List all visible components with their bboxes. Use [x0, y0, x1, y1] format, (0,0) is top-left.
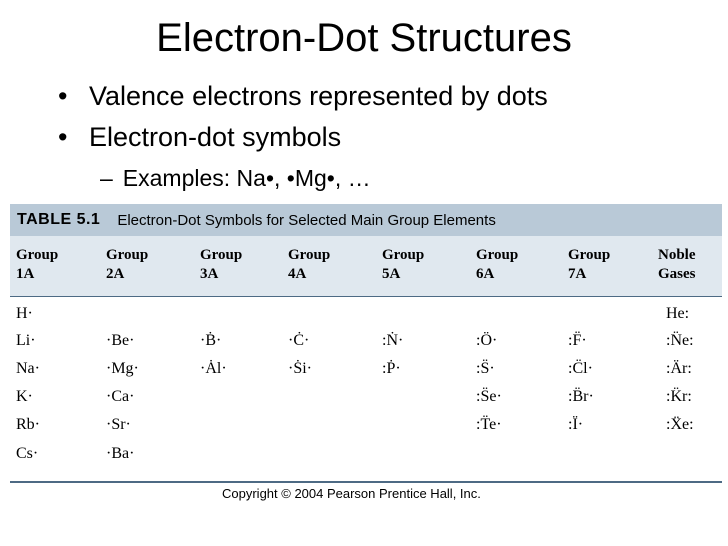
- table-cell: :Ẍe:: [666, 416, 694, 433]
- bullet-mark: •: [58, 81, 68, 111]
- table-header-row: [10, 236, 722, 296]
- table-cell: :K̈r:: [666, 388, 692, 405]
- table-caption-bar: [10, 204, 722, 236]
- table-bottom-rule: [10, 481, 722, 483]
- bullet-mark: •: [58, 122, 68, 152]
- column-header: Group 3A: [200, 247, 243, 282]
- table-cell: :Ï·: [568, 416, 584, 433]
- table-cell: ·Be·: [106, 332, 135, 349]
- table-cell: :S̈·: [476, 360, 495, 377]
- table-cell: K·: [16, 388, 33, 405]
- electron-dot-table: [10, 204, 722, 482]
- bullet-text: Valence electrons represented by dots: [89, 81, 548, 111]
- table-cell: :S̈e·: [476, 388, 502, 405]
- table-cell: ·Ca·: [106, 388, 135, 405]
- copyright-notice: Copyright © 2004 Pearson Prentice Hall, Inc.: [222, 486, 481, 501]
- table-cell: :T̈e·: [476, 416, 502, 433]
- table-cell: Rb·: [16, 416, 40, 433]
- bullet-text: Electron-dot symbols: [89, 122, 342, 152]
- column-header: Noble Gases: [658, 247, 696, 282]
- table-cell: ·Mg·: [106, 360, 139, 377]
- table-cell: Cs·: [16, 445, 39, 462]
- table-cell: Na·: [16, 360, 40, 377]
- table-cell: ·Sr·: [106, 416, 131, 433]
- table-header-rule: [10, 296, 722, 297]
- table-cell: ·Ȧl·: [200, 360, 227, 377]
- table-cell: :Ṅ·: [382, 332, 404, 349]
- slide-title: Electron-Dot Structures: [156, 16, 572, 60]
- bullet-list: [58, 80, 548, 162]
- sub-bullet: [100, 164, 371, 192]
- bullet-item: [58, 80, 548, 121]
- sub-bullet-text: Examples: Na•, •Mg•, …: [122, 165, 371, 191]
- table-cell: :N̈e:: [666, 332, 694, 349]
- sub-bullet-mark: –: [100, 165, 113, 191]
- table-cell: ·Ba·: [106, 445, 135, 462]
- table-number: TABLE 5.1: [17, 211, 101, 228]
- table-cell: :Ö·: [476, 332, 498, 349]
- table-cell: ·Ṡi·: [288, 360, 312, 377]
- column-header: Group 2A: [106, 247, 149, 282]
- table-cell: :C̈l·: [568, 360, 593, 377]
- table-cell: He:: [666, 305, 690, 322]
- table-cell: :B̈r·: [568, 388, 594, 405]
- table-cell: :F̈·: [568, 332, 587, 349]
- column-header: Group 7A: [568, 247, 611, 282]
- column-header: Group 1A: [16, 247, 59, 282]
- column-header: Group 5A: [382, 247, 425, 282]
- table-caption: Electron-Dot Symbols for Selected Main Group Elements: [117, 211, 496, 229]
- table-cell: Li·: [16, 332, 36, 349]
- table-cell: ·Ċ·: [288, 332, 310, 349]
- table-cell: ·Ḃ·: [200, 332, 222, 349]
- table-cell: H·: [16, 305, 33, 322]
- table-cell: :Ṗ·: [382, 360, 401, 377]
- bullet-item: [58, 121, 548, 162]
- column-header: Group 6A: [476, 247, 519, 282]
- table-cell: :Är:: [666, 360, 692, 377]
- column-header: Group 4A: [288, 247, 331, 282]
